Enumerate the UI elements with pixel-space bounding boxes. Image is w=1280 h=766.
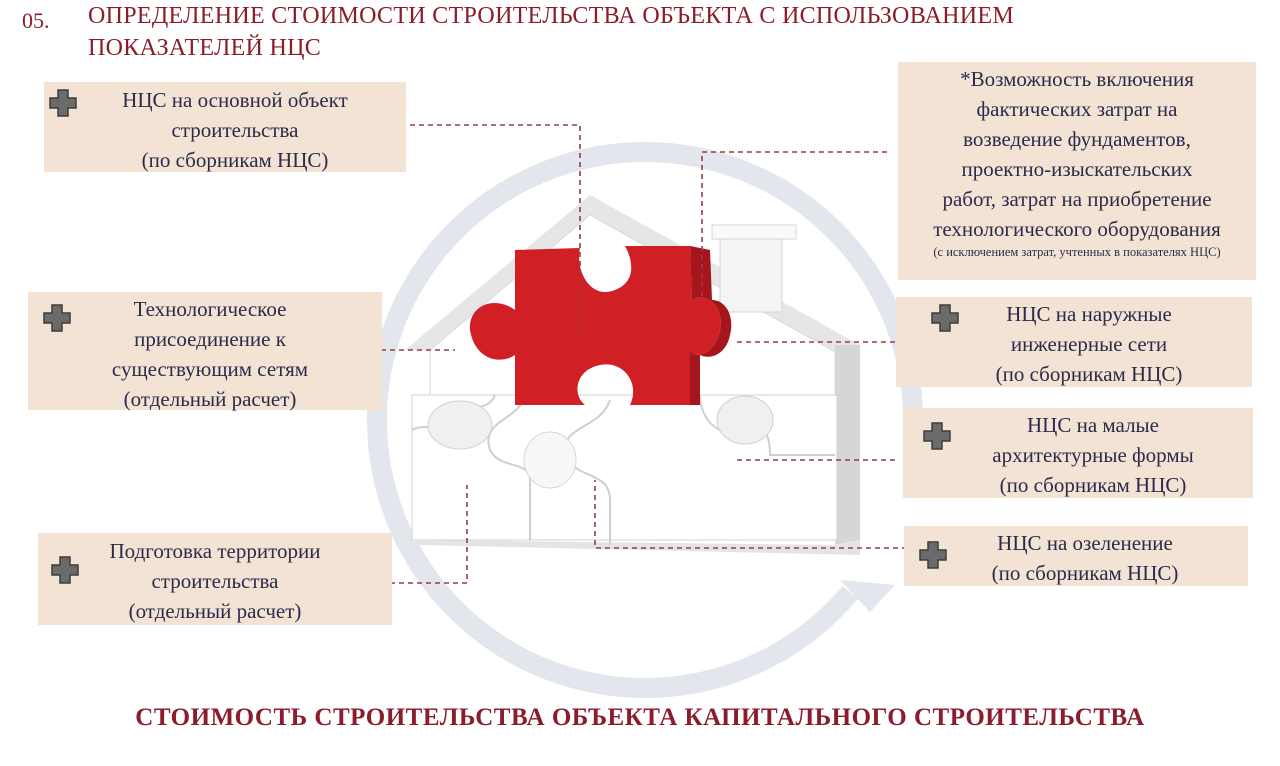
plus-icon [918, 540, 948, 570]
box-footnote: (с исключением затрат, учтенных в показателях НЦС) [933, 245, 1221, 259]
box-line: инженерные сети [1010, 332, 1168, 356]
box-line: (по сборникам НЦС) [141, 148, 329, 172]
box-line: фактических затрат на [976, 97, 1178, 121]
box-line: возведение фундаментов, [963, 127, 1191, 151]
box-actual-costs [898, 62, 1256, 280]
box-line: (по сборникам НЦС) [991, 561, 1179, 585]
box-line: проектно-изыскательских [961, 157, 1193, 181]
box-line: технологического оборудования [933, 217, 1221, 241]
box-line: НЦС на наружные [1006, 302, 1172, 326]
slide-title-line-2: ПОКАЗАТЕЛЕЙ НЦС [88, 35, 322, 61]
box-landscaping [904, 526, 1248, 586]
box-line: (по сборникам НЦС) [995, 362, 1183, 386]
box-line: (отдельный расчет) [123, 387, 297, 411]
box-line: присоединение к [134, 327, 286, 351]
box-line: НЦС на озеленение [997, 531, 1173, 555]
box-territory-preparation [38, 533, 392, 625]
plus-icon [922, 421, 952, 451]
slide-number: 05. [22, 8, 50, 33]
box-line: архитектурные формы [992, 443, 1194, 467]
box-line: *Возможность включения [960, 67, 1194, 91]
box-line: (отдельный расчет) [128, 599, 302, 623]
plus-icon [930, 303, 960, 333]
box-line: Подготовка территории [109, 539, 321, 563]
box-line: существующим сетям [111, 357, 309, 381]
box-line: НЦС на малые [1027, 413, 1159, 437]
box-line: строительства [151, 569, 279, 593]
box-small-architectural-forms [903, 408, 1253, 498]
plus-icon [48, 88, 78, 118]
box-line: строительства [171, 118, 299, 142]
box-line: НЦС на основной объект [122, 88, 348, 112]
box-line: работ, затрат на приобретение [942, 187, 1212, 211]
plus-icon [50, 555, 80, 585]
box-main-object-ncs [44, 82, 406, 172]
box-line: Технологическое [133, 297, 287, 321]
box-line: (по сборникам НЦС) [999, 473, 1187, 497]
slide-title-line-1: ОПРЕДЕЛЕНИЕ СТОИМОСТИ СТРОИТЕЛЬСТВА ОБЪЕКТА С ИСПОЛЬЗОВАНИЕМ [88, 3, 1014, 29]
plus-icon [42, 303, 72, 333]
box-tech-connection [28, 292, 382, 410]
footer-title: СТОИМОСТЬ СТРОИТЕЛЬСТВА ОБЪЕКТА КАПИТАЛЬНОГО СТРОИТЕЛЬСТВА [135, 704, 1145, 731]
